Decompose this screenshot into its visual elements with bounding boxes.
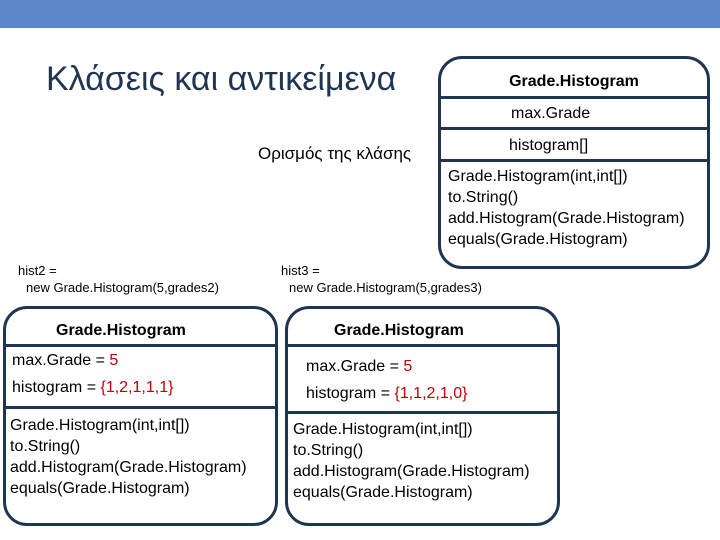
- declaration-variable: hist2 =: [18, 263, 57, 278]
- object-field-histogram: [306, 385, 467, 403]
- field-value: 5: [403, 358, 413, 375]
- class-definition-caption: Ορισμός της κλάσης: [258, 144, 412, 163]
- field-value: 5: [109, 352, 119, 369]
- declaration-variable: hist3 =: [281, 263, 320, 278]
- class-methods-divider: [441, 159, 707, 162]
- object-method-to-string: to.String(): [293, 442, 364, 459]
- class-method-add-histogram: add.Histogram(Grade.Histogram): [448, 210, 685, 227]
- object-header-divider: [6, 344, 275, 347]
- class-header-divider: [441, 96, 707, 99]
- object-methods-divider: [288, 411, 557, 414]
- object-methods: [10, 415, 247, 499]
- object-method-equals: equals(Grade.Histogram): [10, 480, 190, 497]
- class-field-max-grade: max.Grade: [511, 105, 591, 122]
- class-method-constructor: Grade.Histogram(int,int[]): [448, 168, 628, 185]
- slide-title: Κλάσεις και αντικείμενα: [46, 60, 397, 98]
- object-declaration-hist2: [18, 262, 219, 296]
- declaration-constructor-call: new Grade.Histogram(5,grades3): [289, 280, 482, 295]
- object-method-equals: equals(Grade.Histogram): [293, 484, 473, 501]
- object-field-histogram: [12, 379, 173, 397]
- object-class-name: Grade.Histogram: [56, 322, 186, 339]
- class-method-to-string: to.String(): [448, 189, 519, 206]
- class-name: Grade.Histogram: [509, 73, 639, 90]
- field-label: histogram =: [12, 379, 101, 396]
- object-method-add-histogram: add.Histogram(Grade.Histogram): [293, 463, 530, 480]
- field-label: max.Grade =: [306, 358, 404, 375]
- object-field-max-grade: [12, 352, 118, 370]
- object-method-to-string: to.String(): [10, 438, 81, 455]
- object-field-max-grade: [306, 358, 412, 376]
- field-label: max.Grade =: [12, 352, 110, 369]
- class-definition-box: [438, 56, 710, 269]
- object-methods-divider: [6, 406, 275, 409]
- object-class-name: Grade.Histogram: [334, 322, 464, 339]
- object-declaration-hist3: [281, 262, 482, 296]
- field-label: histogram =: [306, 385, 395, 402]
- class-methods: [448, 166, 685, 250]
- class-method-equals: equals(Grade.Histogram): [448, 231, 628, 248]
- declaration-constructor-call: new Grade.Histogram(5,grades2): [26, 280, 219, 295]
- field-value: {1,2,1,1,1}: [100, 379, 174, 396]
- object-method-constructor: Grade.Histogram(int,int[]): [293, 421, 473, 438]
- object-box-hist3: [285, 306, 560, 526]
- field-value: {1,1,2,1,0}: [394, 385, 468, 402]
- object-method-add-histogram: add.Histogram(Grade.Histogram): [10, 459, 247, 476]
- class-field-divider: [441, 127, 707, 130]
- class-field-histogram: histogram[]: [509, 137, 589, 154]
- top-accent-bar: [0, 0, 720, 28]
- object-method-constructor: Grade.Histogram(int,int[]): [10, 417, 190, 434]
- object-box-hist2: [3, 306, 278, 526]
- object-methods: [293, 419, 530, 503]
- object-header-divider: [288, 344, 557, 347]
